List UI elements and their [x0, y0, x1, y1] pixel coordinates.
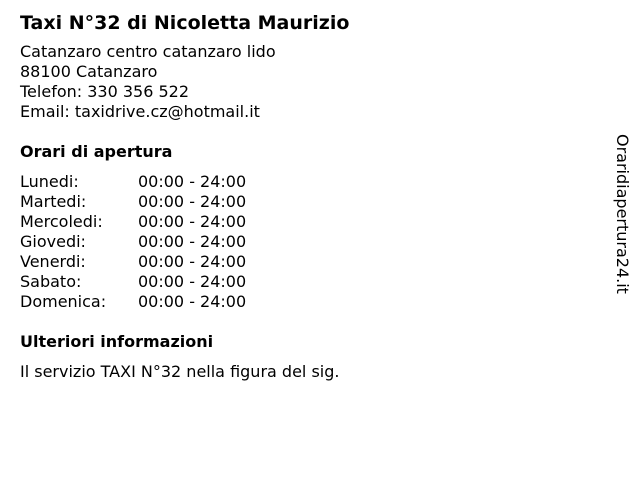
address-line-1: Catanzaro centro catanzaro lido: [20, 42, 276, 61]
time-value: 00:00 - 24:00: [138, 192, 247, 211]
time-value: 00:00 - 24:00: [138, 172, 247, 191]
address-line-2: 88100 Catanzaro: [20, 62, 158, 81]
phone-line: Telefon: 330 356 522: [20, 82, 190, 101]
opening-hours-title: Orari di apertura: [20, 142, 173, 161]
day-label: Sabato:: [20, 272, 82, 291]
hours-row-wednesday: [20, 212, 590, 232]
time-value: 00:00 - 24:00: [138, 292, 247, 311]
additional-info-title: Ulteriori informazioni: [20, 332, 214, 351]
time-value: 00:00 - 24:00: [138, 272, 247, 291]
email-line: Email: taxidrive.cz@hotmail.it: [20, 102, 260, 121]
hours-row-friday: [20, 252, 590, 272]
day-label: Lunedi:: [20, 172, 79, 191]
hours-row-monday: [20, 172, 590, 192]
day-label: Venerdi:: [20, 252, 86, 271]
time-value: 00:00 - 24:00: [138, 232, 247, 251]
business-name: Taxi N°32 di Nicoletta Maurizio: [20, 12, 350, 34]
business-card: [20, 10, 590, 382]
additional-info-text: Il servizio TAXI N°32 nella figura del sig.: [20, 362, 340, 381]
hours-row-thursday: [20, 232, 590, 252]
hours-row-tuesday: [20, 192, 590, 212]
day-label: Mercoledi:: [20, 212, 103, 231]
opening-hours-table: [20, 172, 590, 312]
day-label: Giovedi:: [20, 232, 86, 251]
hours-row-sunday: [20, 292, 590, 312]
day-label: Martedi:: [20, 192, 87, 211]
site-watermark: Oraridiapertura24.it: [613, 134, 632, 294]
hours-row-saturday: [20, 272, 590, 292]
time-value: 00:00 - 24:00: [138, 212, 247, 231]
day-label: Domenica:: [20, 292, 107, 311]
time-value: 00:00 - 24:00: [138, 252, 247, 271]
